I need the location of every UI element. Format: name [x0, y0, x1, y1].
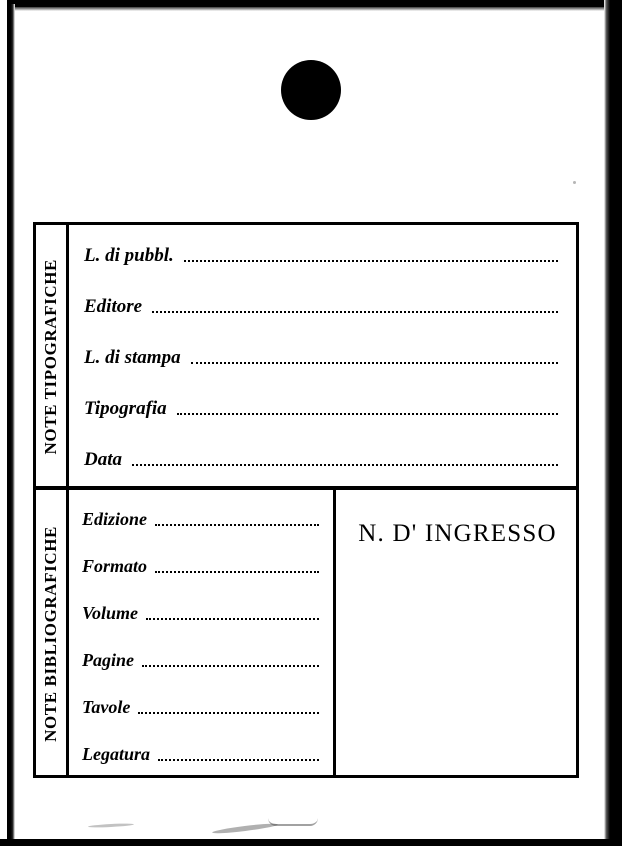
scan-smudge	[88, 823, 134, 828]
field-label-tavole: Tavole	[82, 697, 131, 717]
field-input-tipografia[interactable]	[177, 413, 558, 415]
field-row[interactable]	[72, 590, 333, 637]
scan-edge-right-outer	[610, 0, 622, 846]
scan-edge-top-fade	[14, 7, 608, 11]
field-input-data[interactable]	[132, 464, 558, 466]
field-input-tavole[interactable]	[138, 712, 319, 714]
field-input-luogo-pubblicazione[interactable]	[184, 260, 558, 262]
punch-hole-icon	[281, 60, 341, 120]
section-label-bibliographic	[36, 489, 69, 778]
field-row[interactable]	[72, 332, 576, 383]
field-label-legatura: Legatura	[82, 744, 151, 764]
field-label-luogo-pubblicazione: L. di pubbl.	[84, 244, 174, 266]
field-row[interactable]	[72, 637, 333, 684]
section-label-typographic-text: NOTE TIPOGRAFICHE	[41, 259, 60, 455]
field-input-luogo-stampa[interactable]	[191, 362, 558, 364]
field-input-legatura[interactable]	[158, 759, 319, 761]
field-row[interactable]	[72, 496, 333, 543]
scan-edge-left	[6, 4, 15, 842]
field-row[interactable]	[72, 383, 576, 434]
accession-number-title: N. D' INGRESSO	[358, 520, 557, 547]
accession-number-box[interactable]	[339, 490, 576, 778]
field-input-pagine[interactable]	[142, 665, 319, 667]
field-label-volume: Volume	[82, 603, 139, 623]
field-input-edizione[interactable]	[155, 524, 319, 526]
field-label-formato: Formato	[82, 556, 148, 576]
field-label-editore: Editore	[84, 295, 143, 317]
bibliographic-fields-list	[72, 490, 336, 778]
field-row[interactable]	[72, 281, 576, 332]
field-input-volume[interactable]	[146, 618, 319, 620]
field-row[interactable]	[72, 731, 333, 778]
field-row[interactable]	[72, 230, 576, 281]
scan-smudge	[212, 822, 278, 835]
section-label-bibliographic-text: NOTE BIBLIOGRAFICHE	[41, 525, 60, 742]
field-row[interactable]	[72, 434, 576, 485]
field-row[interactable]	[72, 684, 333, 731]
field-label-data: Data	[84, 448, 122, 470]
scan-speck	[573, 181, 576, 184]
field-input-editore[interactable]	[152, 311, 558, 313]
section-label-typographic	[36, 225, 69, 489]
scan-edge-bottom	[0, 839, 622, 846]
field-label-pagine: Pagine	[82, 650, 134, 670]
typographic-fields-list	[72, 230, 576, 486]
scan-edge-top	[6, 0, 616, 7]
field-input-formato[interactable]	[155, 571, 319, 573]
scan-edge-left-outer	[0, 0, 7, 846]
field-label-edizione: Edizione	[82, 509, 148, 529]
field-label-tipografia: Tipografia	[84, 397, 167, 419]
field-row[interactable]	[72, 543, 333, 590]
catalog-card-form	[33, 222, 579, 778]
field-label-luogo-stampa: L. di stampa	[84, 346, 181, 368]
scan-arc-mark	[268, 818, 318, 826]
